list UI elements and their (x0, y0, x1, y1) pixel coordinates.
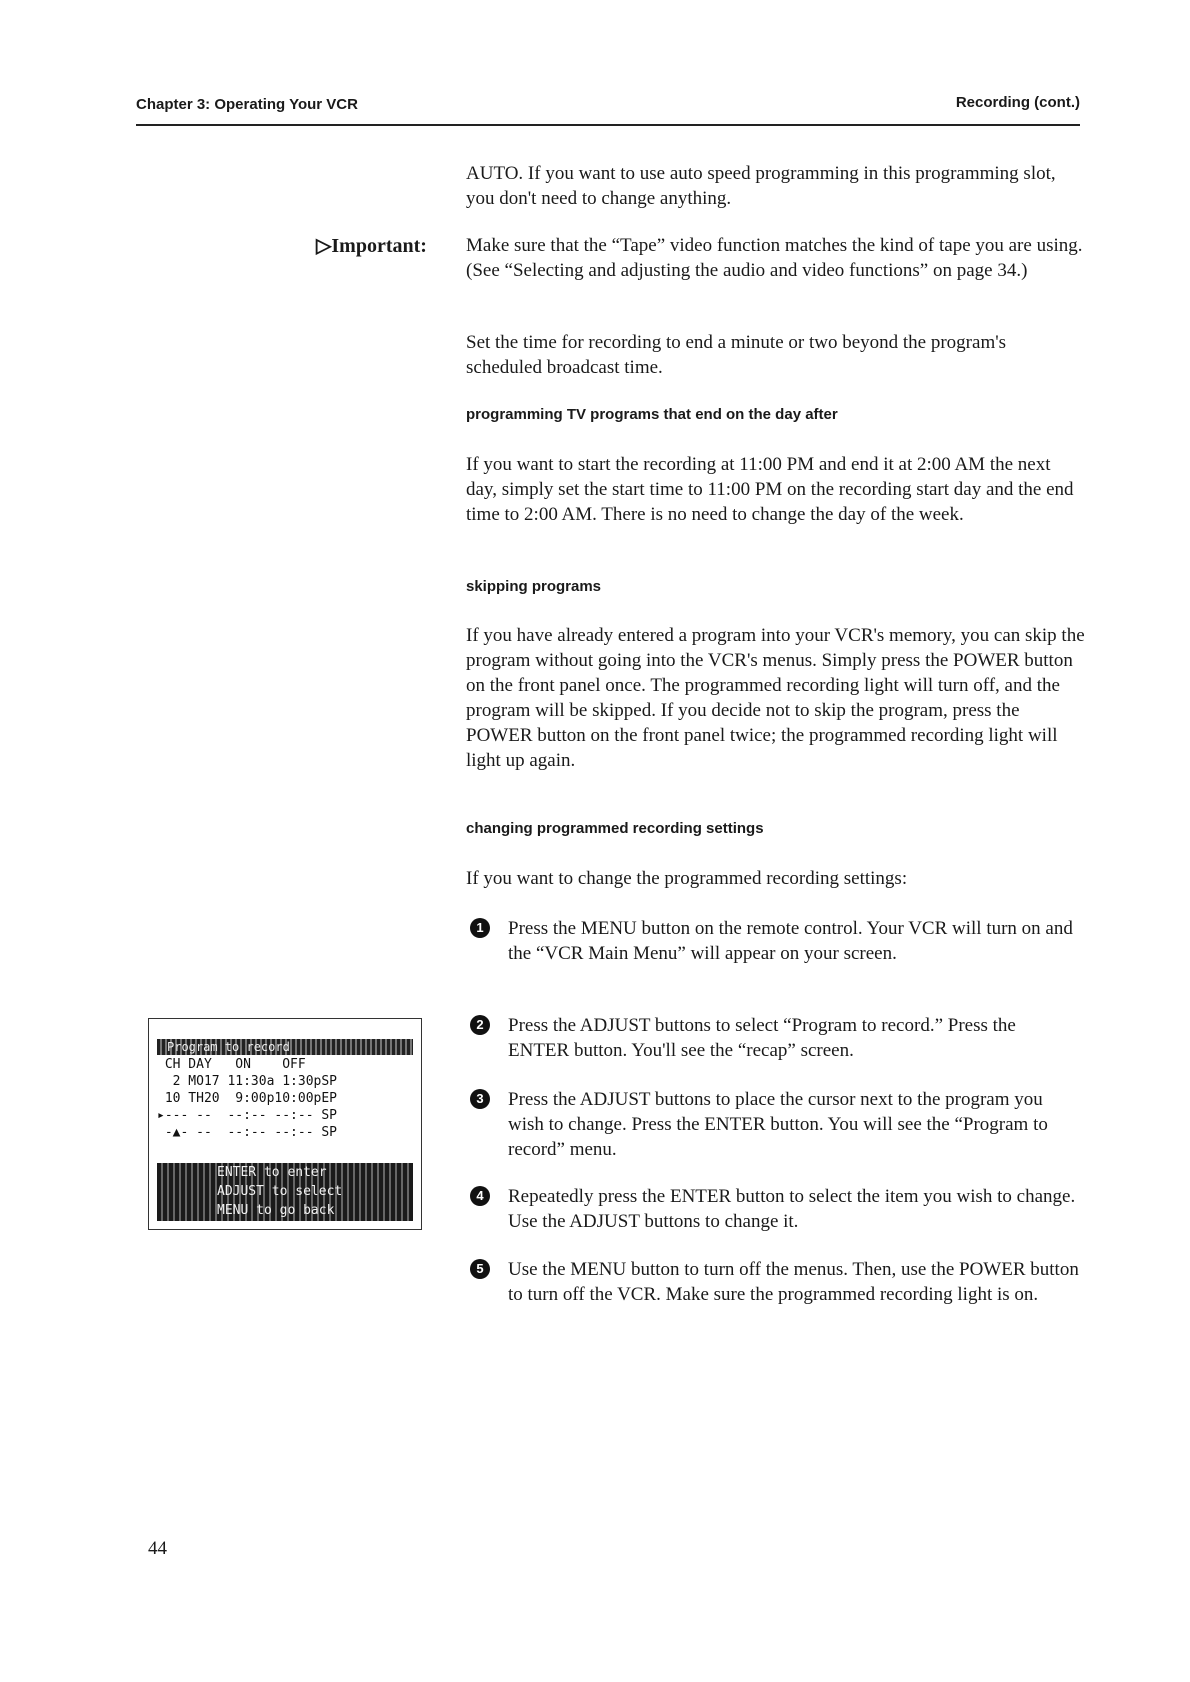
step-text: Press the MENU button on the remote control. Your VCR will turn on and the “VCR Main Menu” will appear on your screen. (508, 918, 1073, 964)
section-text-changing: If you want to change the programmed recording settings: (466, 868, 908, 889)
screen-footer-line: ENTER to enter (217, 1165, 327, 1180)
important-paragraph: Make sure that the “Tape” video function matches the kind of tape you are using. (See “Selecting and adjusting the audio and video functions” on page 34.) (466, 235, 1083, 281)
page-number: 44 (148, 1538, 167, 1559)
screen-row: ▸--- -- --:-- --:-- SP (157, 1108, 338, 1123)
chapter-title: Chapter 3: Operating Your VCR (136, 96, 358, 113)
step-text: Repeatedly press the ENTER button to select the item you wish to change. Use the ADJUST buttons to change it. (508, 1186, 1076, 1232)
screen-footer-line: ADJUST to select (217, 1184, 343, 1199)
section-title: Recording (cont.) (955, 94, 1080, 111)
step-text: Use the MENU button to turn off the menus. Then, use the POWER button to turn off the VCR. Make sure the programmed recording light is on. (508, 1259, 1079, 1305)
step-number-icon: 1 (470, 918, 490, 938)
screen-row: 2 MO17 11:30a 1:30pSP (157, 1074, 338, 1089)
section-heading-day-after: programming TV programs that end on the day after (466, 406, 838, 423)
intro-paragraph: AUTO. If you want to use auto speed programming in this programming slot, you don't need to change anything. (466, 163, 1056, 209)
page-header (136, 94, 1080, 126)
step-4 (470, 1184, 1080, 1234)
screen-row: -▲- -- --:-- --:-- SP (157, 1125, 338, 1140)
step-1 (470, 916, 1080, 966)
section-text-day-after: If you want to start the recording at 11:00 PM and end it at 2:00 AM the next day, simply set the start time to 11:00 PM on the recording start day and the end time to 2:00 AM. There is no need to change the day of the week. (466, 454, 1074, 525)
step-text: Press the ADJUST buttons to select “Program to record.” Press the ENTER button. You'll see the “recap” screen. (508, 1015, 1016, 1061)
set-time-paragraph: Set the time for recording to end a minute or two beyond the program's scheduled broadcast time. (466, 332, 1007, 378)
step-text: Press the ADJUST buttons to place the cursor next to the program you wish to change. Press the ENTER button. You will see the “Program to record” menu. (508, 1089, 1048, 1160)
step-3 (470, 1087, 1080, 1162)
recap-screen-illustration (148, 1018, 422, 1230)
section-text-skipping: If you have already entered a program into your VCR's memory, you can skip the program without going into the VCR's menus. Simply press the POWER button on the front panel once. The programmed recording light will turn off, and the program will be skipped. If you decide not to skip the program, press the POWER button on the front panel twice; the programmed recording light will light up again. (466, 625, 1085, 771)
step-5 (470, 1257, 1080, 1307)
step-number-icon: 2 (470, 1015, 490, 1035)
section-heading-changing: changing programmed recording settings (466, 820, 764, 837)
screen-footer (157, 1163, 413, 1221)
section-heading-skipping: skipping programs (466, 578, 602, 595)
step-number-icon: 5 (470, 1259, 490, 1279)
important-label: ▷Important: (316, 235, 427, 257)
step-number-icon: 3 (470, 1089, 490, 1109)
screen-row: CH DAY ON OFF (157, 1057, 306, 1072)
screen-row: 10 TH20 9:00p10:00pEP (157, 1091, 338, 1106)
screen-footer-line: MENU to go back (217, 1203, 335, 1218)
step-number-icon: 4 (470, 1186, 490, 1206)
step-2 (470, 1013, 1080, 1063)
screen-title: Program to record (157, 1039, 413, 1055)
